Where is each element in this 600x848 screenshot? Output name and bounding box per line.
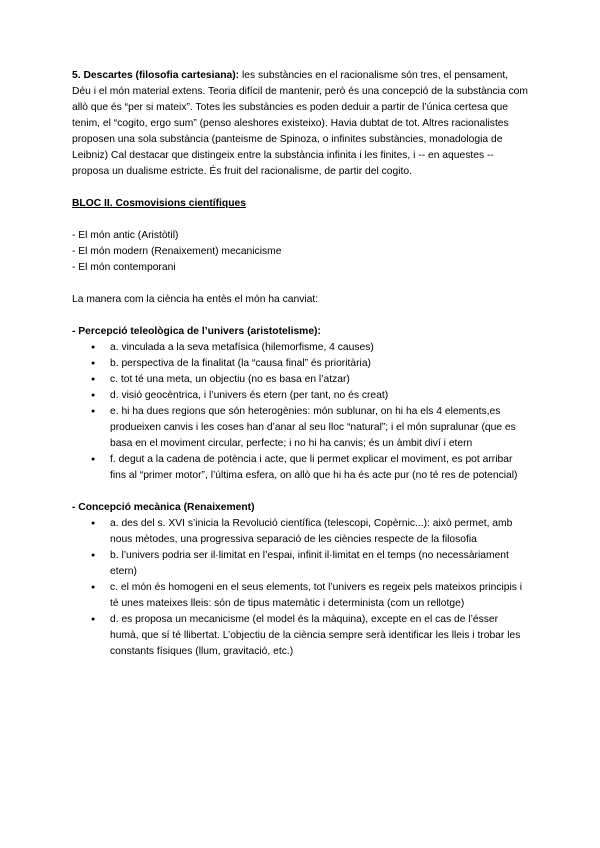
descartes-text: les substàncies en el racionalisme són tres, el pensament, Déu i el món material extens. Teoria difícil de mantenir, però és una concepció de la substància com allò que és “per si mateix”. Totes les substàncies es poden deduir a partir de l’única certesa que tenim, el “cogito, ergo sum” (penso aleshores existeixo). Havia dubtat de tot. Altres racionalistes proposen una sola substància (panteisme de Spinoza, o infinites substàncies, monadologia de Leibniz) Cal destacar que distingeix entre la substància infinita i les finites, i -- en aquestes -- proposa un dualisme estricte. És fruit del racionalisme, de partir del cogito. xyxy=(72,70,528,177)
mecanica-title: - Concepció mecànica (Renaixement) xyxy=(72,502,255,513)
descartes-paragraph xyxy=(72,68,528,180)
list-item: ● c. el món és homogeni en el seus elements, tot l’univers es regeix pels mateixos principis i té unes mateixes lleis: són de tipus matemàtic i determinista (com un rellotge) xyxy=(72,580,528,612)
list-item: ● a. vinculada a la seva metafísica (hilemorfisme, 4 causes) xyxy=(72,340,528,356)
list-item: ● f. degut a la cadena de potència i acte, que li permet explicar el moviment, es pot arribar fins al “primer motor”, l’última esfera, on allò que hi ha és acte pur (no té res de potencial) xyxy=(72,452,528,484)
descartes-heading: 5. Descartes (filosofia cartesiana): xyxy=(72,70,240,81)
list-item: ● b. perspectiva de la finalitat (la “causa final” és prioritària) xyxy=(72,356,528,372)
list-item: ● b. l’univers podria ser il·limitat en l’espai, infinit il·limitat en el temps (no necessàriament etern) xyxy=(72,548,528,580)
list-item: ● d. visió geocèntrica, i l’univers és etern (per tant, no és creat) xyxy=(72,388,528,404)
document-page xyxy=(72,68,528,660)
bloc-list-item: - El món antic (Aristòtil) xyxy=(72,230,179,241)
list-item: ● d. es proposa un mecanicisme (el model és la màquina), excepte en el cas de l’ésser humà, que sí té llibertat. L’objectiu de la ciència sempre serà identificar les lleis i trobar les constants físiques (llum, gravitació, etc.) xyxy=(72,612,528,660)
bloc-title: BLOC II. Cosmovisions científiques xyxy=(72,198,246,209)
mecanica-list xyxy=(72,516,528,660)
list-item: ● c. tot té una meta, un objectiu (no es basa en l’atzar) xyxy=(72,372,528,388)
bloc-list-item: - El món modern (Renaixement) mecanicisme xyxy=(72,246,282,257)
teleologica-title: - Percepció teleològica de l’univers (aristotelisme): xyxy=(72,326,321,337)
teleologica-list xyxy=(72,340,528,484)
list-item: ● e. hi ha dues regions que són heterogènies: món sublunar, on hi ha els 4 elements,es produeixen canvis i les coses han d’anar al seu lloc “natural”; i el món supralunar (que es basa en el moviment circular, perfecte; i no hi ha canvis; és un àmbit diví i etern xyxy=(72,404,528,452)
bloc-intro: La manera com la ciència ha entès el món ha canviat: xyxy=(72,294,319,305)
list-item: ● a. des del s. XVI s’inicia la Revolució científica (telescopi, Copèrnic...): això permet, amb nous mètodes, una progressiva separació de les ciències respecte de la filosofia xyxy=(72,516,528,548)
bloc-list-item: - El món contemporani xyxy=(72,262,176,273)
